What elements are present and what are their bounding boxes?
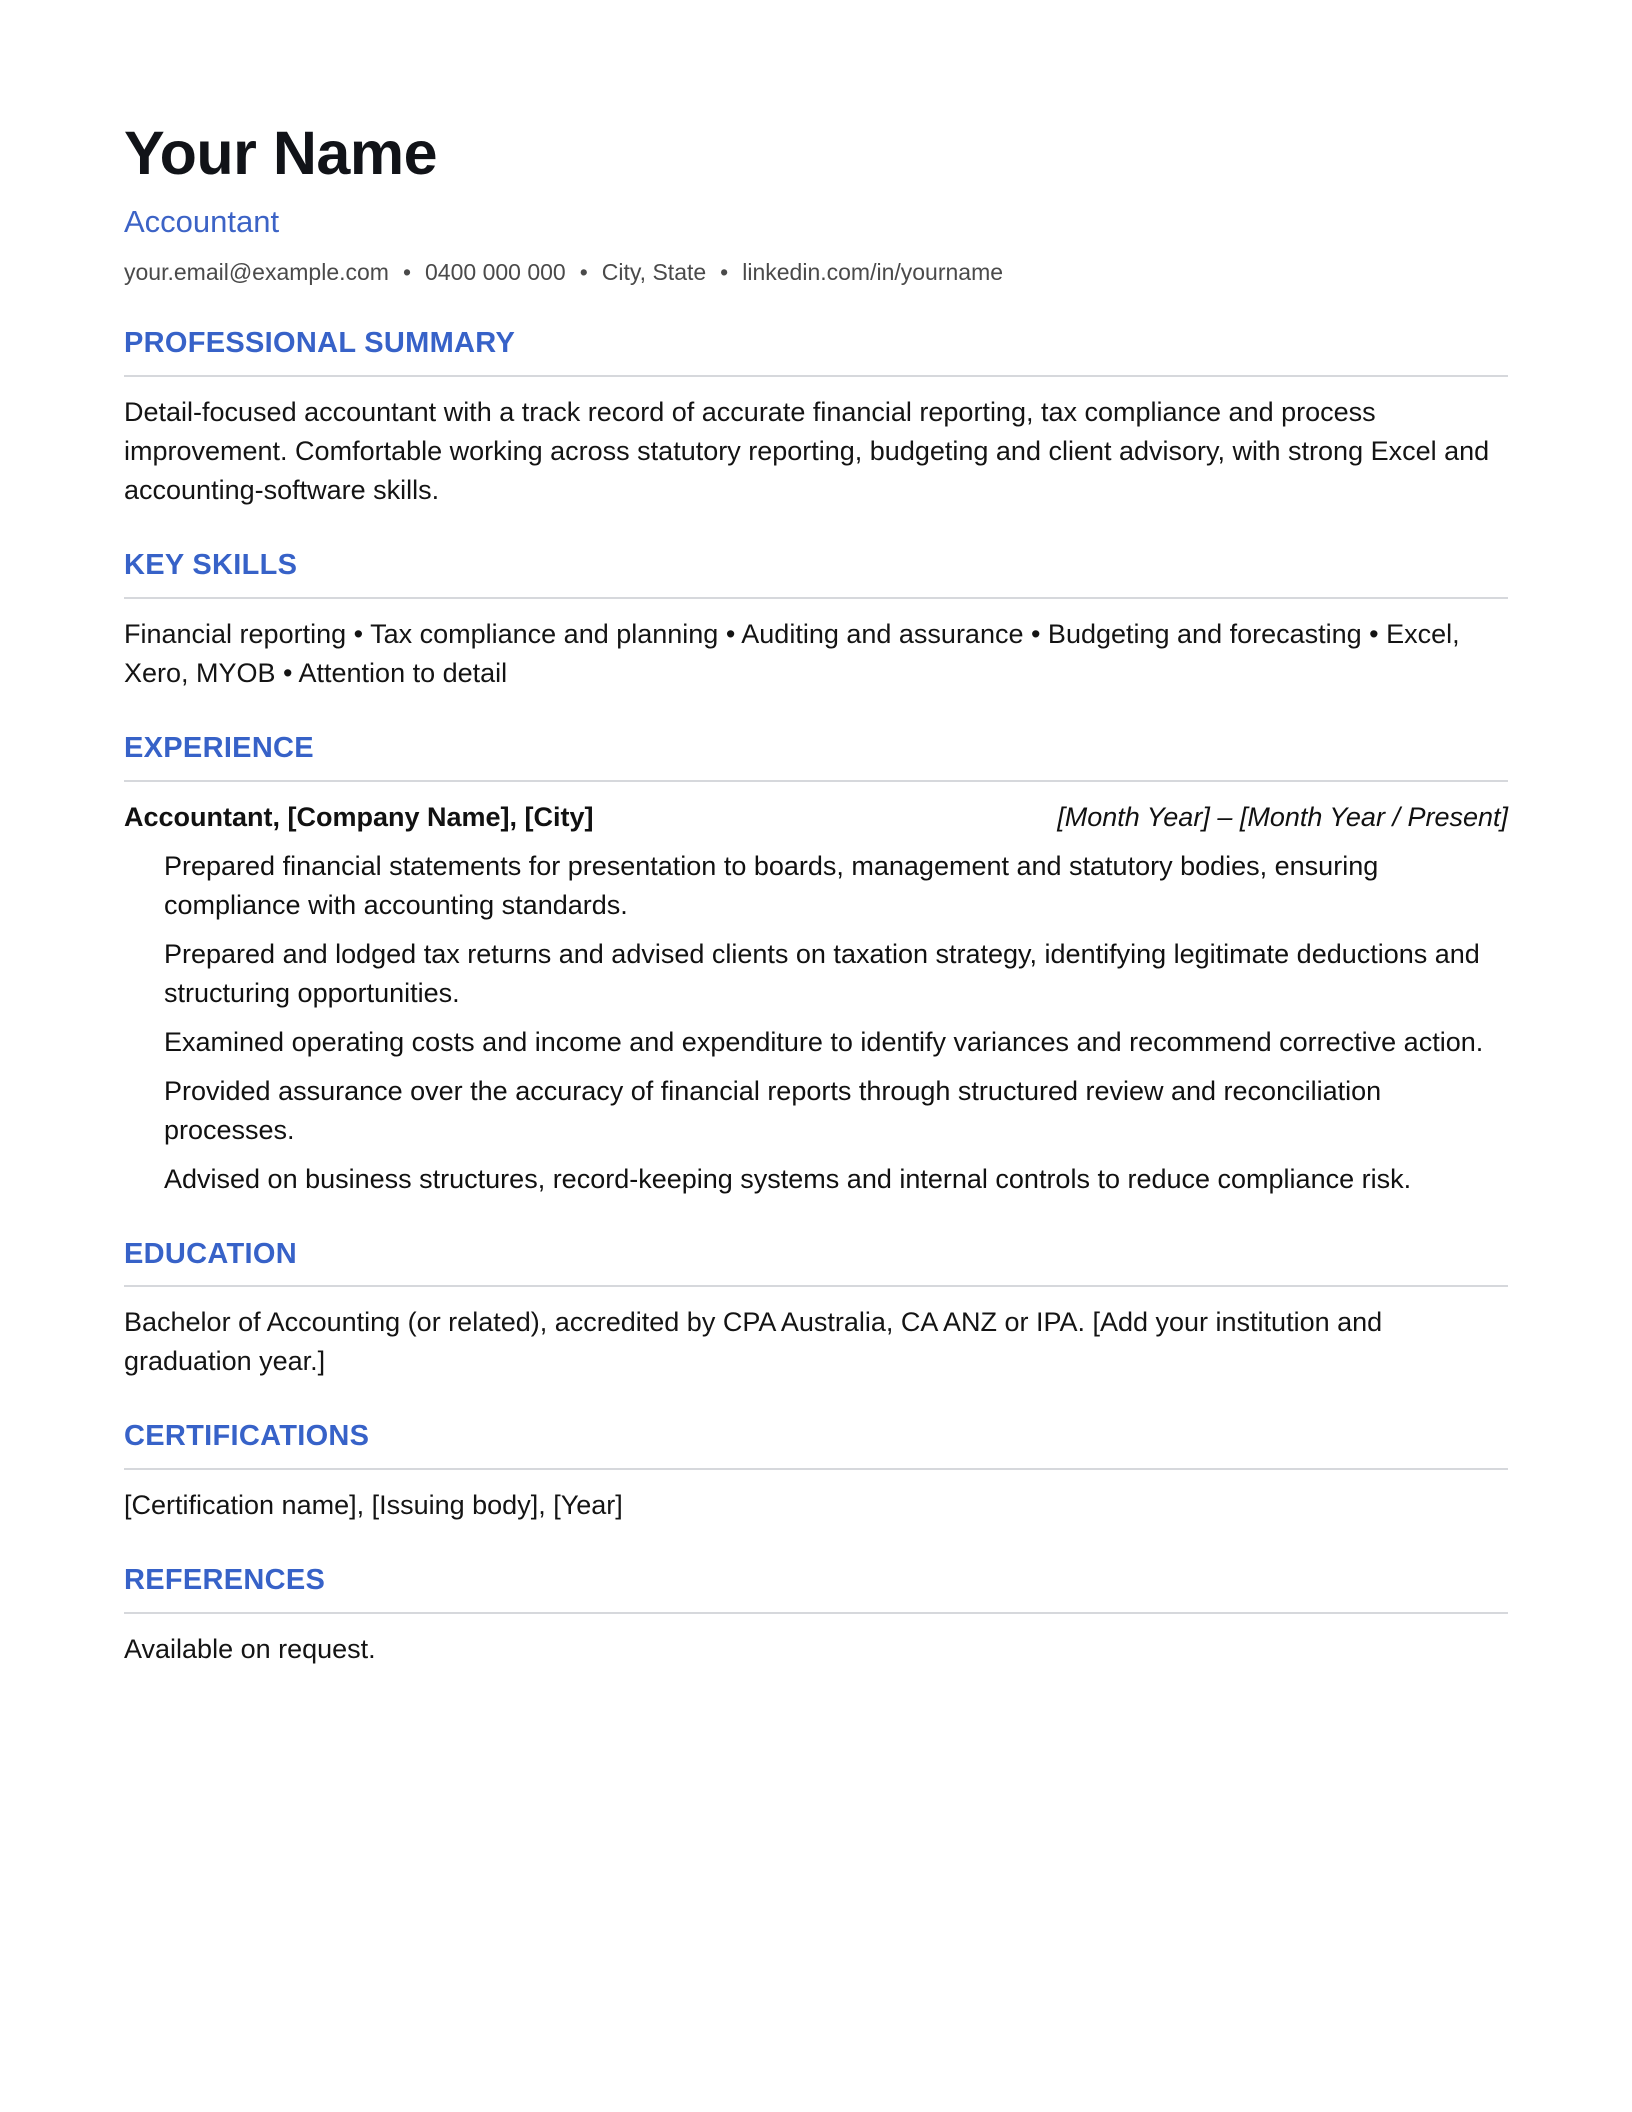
contact-separator: • bbox=[720, 259, 729, 286]
list-item: Advised on business structures, record-keeping systems and internal controls to reduce compliance risk. bbox=[164, 1163, 1412, 1194]
contact-line bbox=[124, 258, 1508, 288]
section-education bbox=[124, 1237, 1508, 1382]
contact-separator: • bbox=[402, 259, 412, 286]
experience-bullets bbox=[124, 847, 1508, 1199]
job-header bbox=[124, 798, 1508, 837]
resume-name: Your Name bbox=[124, 119, 438, 187]
contact-location: City, State bbox=[601, 259, 707, 286]
references-text: Available on request. bbox=[124, 1633, 376, 1664]
list-item: Provided assurance over the accuracy of financial reports through structured review and reconciliation processes. bbox=[164, 1075, 1382, 1145]
section-professional-summary bbox=[124, 326, 1508, 510]
section-title: PROFESSIONAL SUMMARY bbox=[124, 326, 1508, 377]
education-text: Bachelor of Accounting (or related), accredited by CPA Australia, CA ANZ or IPA. [Add your institution and graduation year.] bbox=[124, 1307, 1383, 1377]
section-certifications bbox=[124, 1419, 1508, 1525]
section-title: KEY SKILLS bbox=[124, 548, 1508, 599]
job-dates: [Month Year] – [Month Year / Present] bbox=[1057, 801, 1508, 832]
contact-email: your.email@example.com bbox=[124, 259, 389, 286]
section-references bbox=[124, 1563, 1508, 1669]
section-title: CERTIFICATIONS bbox=[124, 1419, 1508, 1470]
contact-separator: • bbox=[579, 259, 588, 286]
job-title: Accountant, [Company Name], [City] bbox=[124, 801, 594, 832]
section-title: REFERENCES bbox=[124, 1563, 1508, 1614]
summary-text: Detail-focused accountant with a track record of accurate financial reporting, tax compliance and process improvement. Comfortable working across statutory reporting, budgeting and client advisory, with strong Excel and accounting-software skills. bbox=[124, 396, 1490, 505]
section-title: EXPERIENCE bbox=[124, 731, 1508, 782]
list-item: Examined operating costs and income and expenditure to identify variances and recommend corrective action. bbox=[164, 1026, 1484, 1057]
skills-text: Financial reporting • Tax compliance and planning • Auditing and assurance • Budgeting and forecasting • Excel, Xero, MYOB • Attention to detail bbox=[124, 618, 1460, 688]
list-item: Prepared financial statements for presentation to boards, management and statutory bodies, ensuring compliance with accounting standards. bbox=[164, 850, 1379, 920]
contact-linkedin: linkedin.com/in/yourname bbox=[742, 259, 1004, 286]
section-experience bbox=[124, 731, 1508, 1199]
section-key-skills bbox=[124, 548, 1508, 693]
list-item: Prepared and lodged tax returns and advised clients on taxation strategy, identifying legitimate deductions and structuring opportunities. bbox=[164, 938, 1480, 1008]
contact-phone: 0400 000 000 bbox=[425, 259, 566, 286]
certifications-text: [Certification name], [Issuing body], [Year] bbox=[124, 1490, 623, 1521]
section-title: EDUCATION bbox=[124, 1237, 1508, 1288]
resume-role: Accountant bbox=[124, 204, 280, 240]
